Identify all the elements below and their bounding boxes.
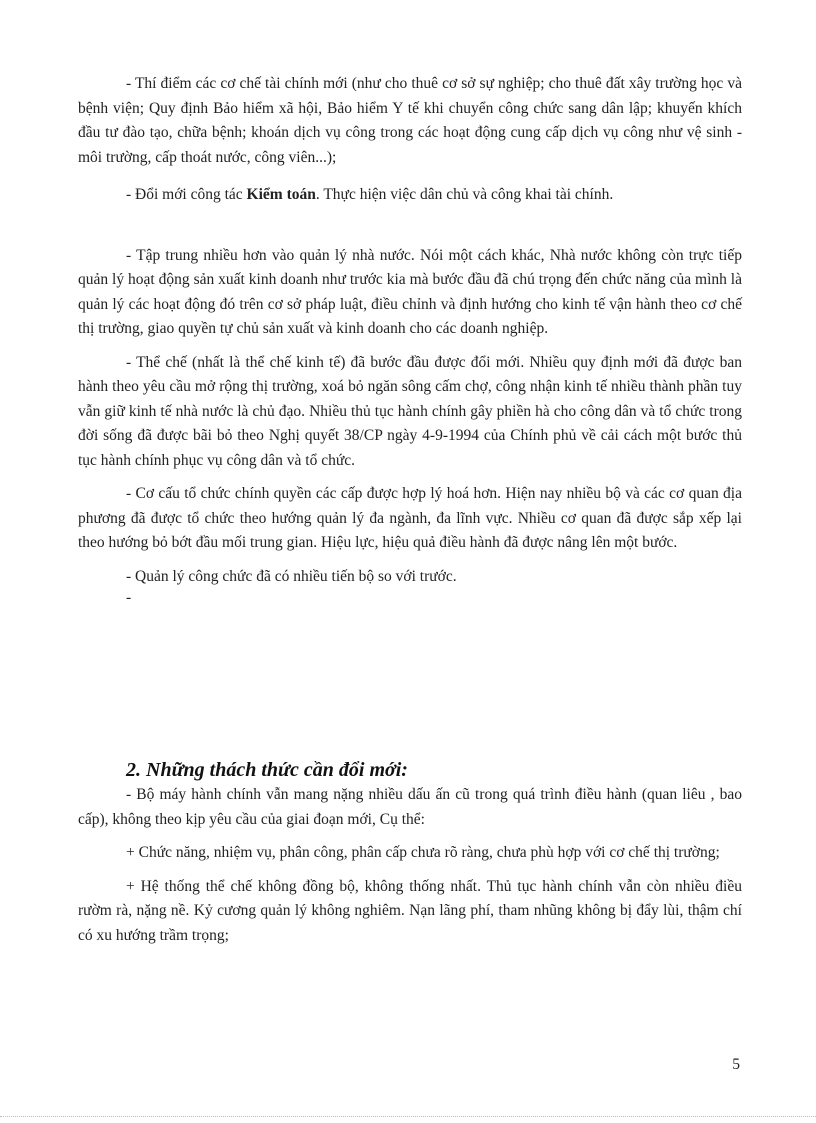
- lone-dash: -: [126, 589, 132, 606]
- spacer: [78, 473, 742, 482]
- spacer: [78, 607, 742, 757]
- audit-suffix: . Thực hiện việc dân chủ và công khai tài chính.: [315, 186, 614, 203]
- spacer: [78, 866, 742, 875]
- spacer: [78, 556, 742, 565]
- audit-prefix: - Đổi mới công tác: [126, 186, 247, 203]
- paragraph-audit: [78, 183, 742, 208]
- document-page: [78, 72, 742, 948]
- spacer: [78, 208, 742, 244]
- spacer: [78, 342, 742, 351]
- paragraph-institution-system: + Hệ thống thể chế không đồng bộ, không thống nhất. Thủ tục hành chính vẫn còn nhiều điều rườm rà, nặng nề. Kỷ cương quản lý không nghiêm. Nạn lãng phí, tham nhũng không bị đẩy lùi, thậm chí có xu hướng trầm trọng;: [78, 877, 742, 944]
- paragraph-financial-mechanisms: - Thí điểm các cơ chế tài chính mới (như cho thuê cơ sở sự nghiệp; cho thuê đất xây trường học và bệnh viện; Quy định Bảo hiểm xã hội, Bảo hiểm Y tế khi chuyển công chức sang dân lập; khuyến khích đầu tư đào tạo, chữa bệnh; khoán dịch vụ công trong các hoạt động cung cấp dịch vụ công như vệ sinh - môi trường, cấp thoát nước, công viên...);: [78, 75, 742, 166]
- spacer: [78, 170, 742, 183]
- paragraph-functions: + Chức năng, nhiệm vụ, phân công, phân cấp chưa rõ ràng, chưa phù hợp với cơ chế thị trường;: [126, 844, 720, 861]
- page-bottom-border: [0, 1116, 816, 1117]
- paragraph-state-management: - Tập trung nhiều hơn vào quản lý nhà nước. Nói một cách khác, Nhà nước không còn trực tiếp quản lý hoạt động sản xuất kinh doanh như trước kia mà bước đầu đã chú trọng đến chức năng của mình là quản lý các hoạt động đó trên cơ sở pháp luật, điều chỉnh và định hướng cho kinh tế vận hành theo cơ chế thị trường, giao quyền tự chủ sản xuất và kinh doanh cho các doanh nghiệp.: [78, 246, 742, 337]
- section-heading: 2. Những thách thức cần đổi mới:: [126, 759, 408, 781]
- spacer: [78, 832, 742, 841]
- paragraph-organization: - Cơ cấu tổ chức chính quyền các cấp được hợp lý hoá hơn. Hiện nay nhiều bộ và các cơ quan địa phương đã được tổ chức theo hướng quản lý đa ngành, đa lĩnh vực. Nhiều cơ quan đã được sắp xếp lại theo hướng bỏ bớt đầu mối trung gian. Hiệu lực, hiệu quả điều hành đã được nâng lên một bước.: [78, 485, 742, 551]
- paragraph-civil-servants: - Quản lý công chức đã có nhiều tiến bộ so với trước.: [126, 567, 457, 585]
- paragraph-apparatus: - Bộ máy hành chính vẫn mang nặng nhiều dấu ấn cũ trong quá trình điều hành (quan liêu , bao cấp), không theo kịp yêu cầu của giai đoạn mới, Cụ thể:: [78, 786, 742, 828]
- page-number: 5: [732, 1056, 740, 1073]
- paragraph-institutions: - Thể chế (nhất là thể chế kinh tế) đã bước đầu được đổi mới. Nhiều quy định mới đã được ban hành theo yêu cầu mở rộng thị trường, xoá bỏ ngăn sông cấm chợ, công nhận kinh tế nhiều thành phần tuy vẫn giữ kinh tế nhà nước là chủ đạo. Nhiều thủ tục hành chính gây phiền hà cho công dân và tổ chức trong đời sống đã được bãi bỏ theo Nghị quyết 38/CP ngày 4-9-1994 của Chính phủ về cải cách một bước thủ tục hành chính phục vụ công dân và tổ chức.: [78, 353, 742, 469]
- audit-bold: Kiểm toán: [246, 186, 316, 203]
